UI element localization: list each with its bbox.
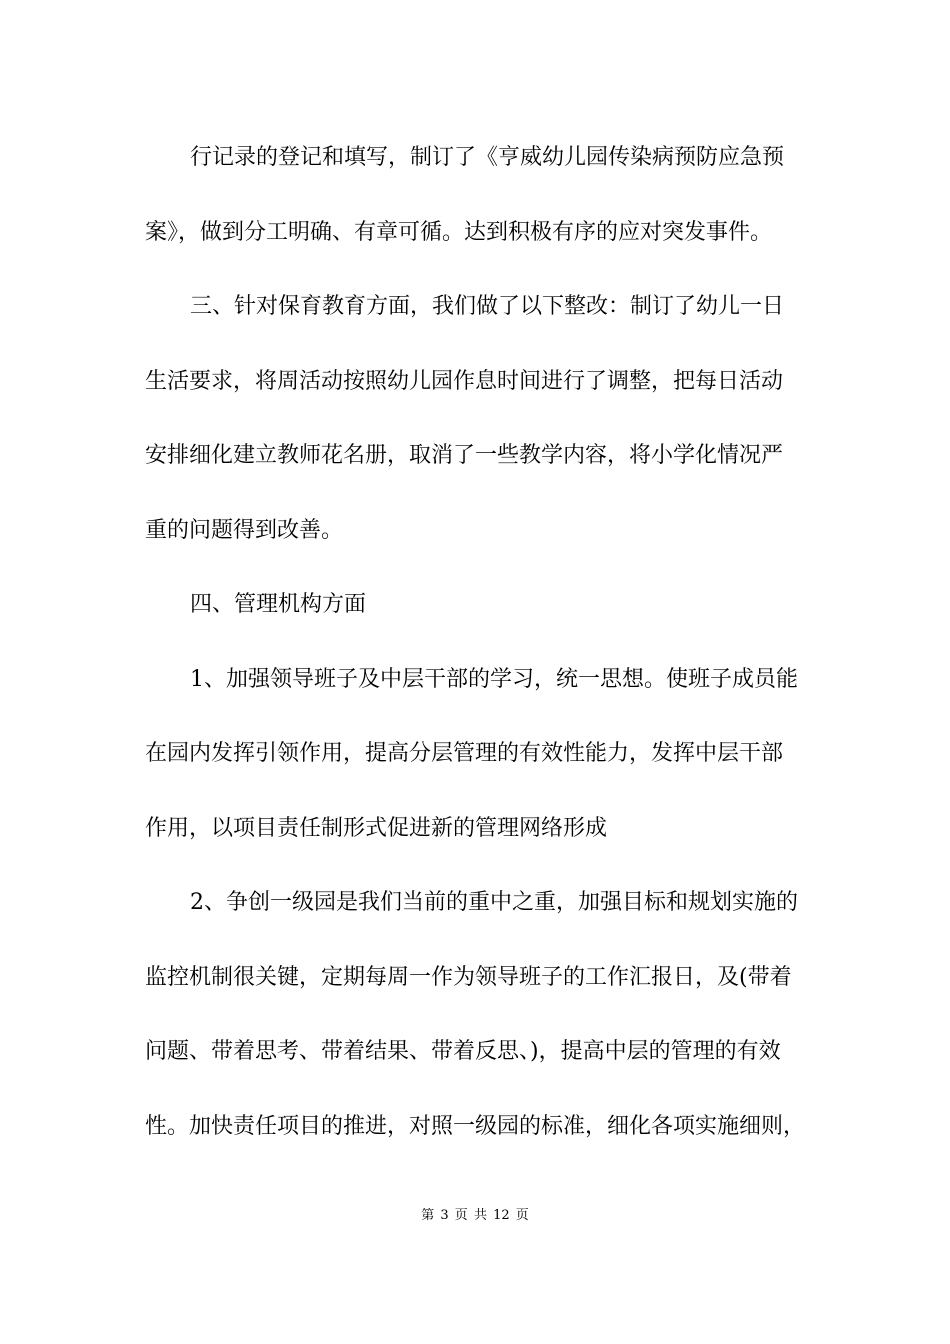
text-line: 问题、带着思考、带着结果、带着反思、)，提高中层的管理的有效 xyxy=(145,1039,781,1064)
text-line: 在园内发挥引领作用，提高分层管理的有效性能力，发挥中层干部 xyxy=(145,741,784,766)
document-body xyxy=(145,130,815,1173)
text-line: 行记录的登记和填写，制订了《亨威幼儿园传染病预防应急预 xyxy=(190,145,785,170)
footer-prefix: 第 xyxy=(421,1208,435,1223)
text-line: 案》，做到分工明确、有章可循。达到积极有序的应对突发事件。 xyxy=(145,219,773,245)
text-line: 1、加强领导班子及中层干部的学习，统一思想。使班子成员能 xyxy=(190,666,798,692)
text-line: 2、争创一级园是我们当前的重中之重，加强目标和规划实施的 xyxy=(190,890,798,915)
section-heading: 四、管理机构方面 xyxy=(190,592,367,617)
text-line: 性。加快责任项目的推进，对照一级园的标准，细化各项实施细则， xyxy=(145,1113,806,1139)
total-pages-number: 12 xyxy=(493,1208,510,1223)
page-footer xyxy=(0,1206,950,1226)
current-page-number: 3 xyxy=(440,1208,449,1223)
text-line: 监控机制很关键，定期每周一作为领导班子的工作汇报日，及(带着 xyxy=(145,964,792,990)
text-line: 安排细化建立教师花名册，取消了一些教学内容，将小学化情况严 xyxy=(145,443,784,468)
text-line: 重的问题得到改善。 xyxy=(145,517,344,543)
text-line: 作用，以项目责任制形式促进新的管理网络形成 xyxy=(145,815,608,841)
text-line: 生活要求，将周活动按照幼儿园作息时间进行了调整，把每日活动 xyxy=(145,368,784,394)
footer-page-word: 页 xyxy=(454,1208,468,1223)
footer-total-word: 共 xyxy=(473,1208,487,1223)
text-line: 三、针对保育教育方面，我们做了以下整改：制订了幼儿一日 xyxy=(190,294,785,319)
footer-suffix: 页 xyxy=(515,1208,529,1223)
